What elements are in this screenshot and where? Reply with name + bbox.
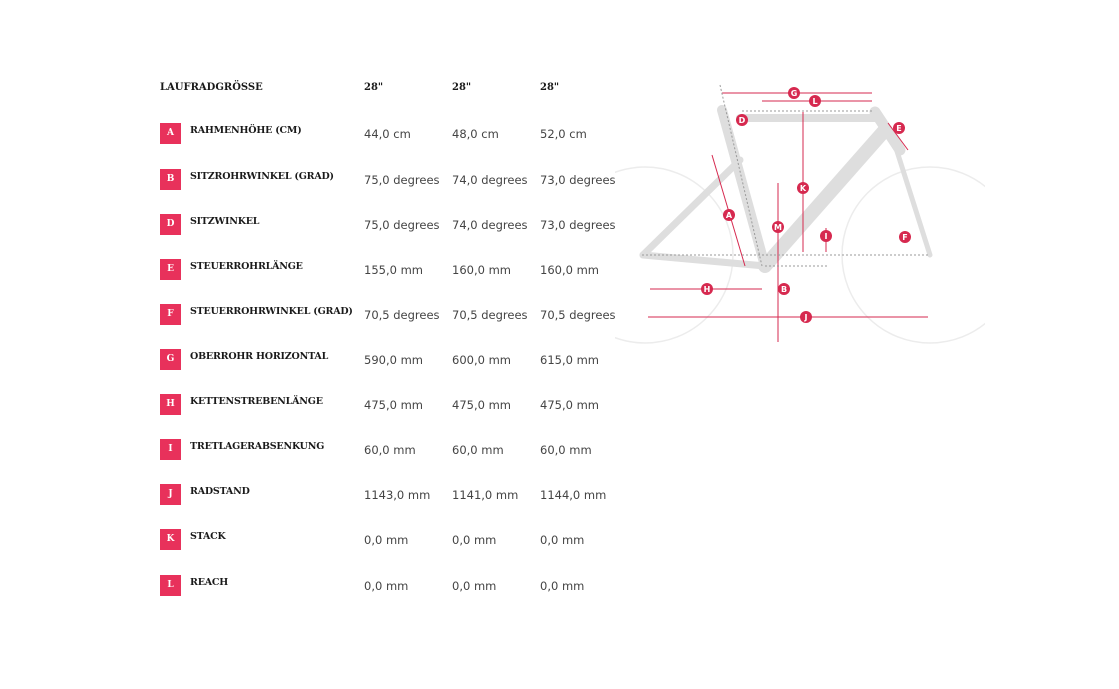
- row-value: 74,0 degrees: [452, 173, 528, 187]
- table-row: [0, 214, 640, 236]
- seat-stay: [643, 160, 740, 255]
- row-key-badge: E: [160, 259, 181, 280]
- row-label: OBERROHR HORIZONTAL: [190, 351, 329, 362]
- svg-text:K: K: [799, 184, 807, 193]
- pin-j: [800, 311, 812, 323]
- row-value: 74,0 degrees: [452, 218, 528, 232]
- row-value: 0,0 mm: [540, 579, 585, 593]
- row-label: REACH: [190, 577, 229, 588]
- table-row: [0, 169, 640, 191]
- row-value: 160,0 mm: [540, 263, 599, 277]
- row-label: TRETLAGERABSENKUNG: [190, 441, 325, 452]
- row-value: 600,0 mm: [452, 353, 511, 367]
- down-tube: [765, 130, 885, 266]
- row-value: 73,0 degrees: [540, 218, 616, 232]
- svg-text:F: F: [902, 233, 908, 242]
- svg-text:I: I: [824, 232, 828, 241]
- table-row: [0, 394, 640, 416]
- pin-l: [809, 95, 821, 107]
- table-row: [0, 259, 640, 281]
- row-value: 60,0 mm: [452, 443, 504, 457]
- bike-geometry-diagram: [615, 75, 985, 360]
- row-key-badge: D: [160, 214, 181, 235]
- row-value: 0,0 mm: [540, 533, 585, 547]
- row-value: 475,0 mm: [540, 398, 599, 412]
- row-key-badge: J: [160, 484, 181, 505]
- pin-e: [893, 122, 905, 134]
- row-value: 75,0 degrees: [364, 173, 440, 187]
- row-key-badge: H: [160, 394, 181, 415]
- row-value: 0,0 mm: [452, 579, 497, 593]
- row-key-badge: I: [160, 439, 181, 460]
- pin-h: [701, 283, 713, 295]
- row-value: 44,0 cm: [364, 127, 411, 141]
- svg-text:E: E: [896, 124, 902, 133]
- row-value: 70,5 degrees: [540, 308, 616, 322]
- row-value: 0,0 mm: [452, 533, 497, 547]
- row-value: 52,0 cm: [540, 127, 587, 141]
- pin-a: [723, 209, 735, 221]
- table-row: [0, 304, 640, 326]
- table-row: [0, 123, 640, 145]
- table-row: [0, 439, 640, 461]
- row-value: 1141,0 mm: [452, 488, 519, 502]
- table-row: [0, 575, 640, 597]
- row-key-badge: F: [160, 304, 181, 325]
- row-value: 75,0 degrees: [364, 218, 440, 232]
- row-key-badge: A: [160, 123, 181, 144]
- row-value: 70,5 degrees: [452, 308, 528, 322]
- row-key-badge: K: [160, 529, 181, 550]
- table-header: [0, 82, 640, 100]
- row-key-badge: L: [160, 575, 181, 596]
- row-value: 155,0 mm: [364, 263, 423, 277]
- pin-g: [788, 87, 800, 99]
- row-value: 475,0 mm: [452, 398, 511, 412]
- row-value: 60,0 mm: [364, 443, 416, 457]
- size-header-3: 28": [540, 82, 560, 93]
- svg-text:B: B: [780, 285, 788, 294]
- pin-i: [820, 230, 832, 242]
- pin-d: [736, 114, 748, 126]
- svg-text:L: L: [812, 97, 818, 106]
- svg-text:A: A: [725, 211, 733, 220]
- pin-m: [772, 221, 784, 233]
- row-label: STACK: [190, 531, 226, 542]
- pin-b: [778, 283, 790, 295]
- row-label: SITZROHRWINKEL (GRAD): [190, 171, 334, 182]
- table-row: [0, 529, 640, 551]
- svg-text:M: M: [774, 223, 782, 232]
- table-row: [0, 349, 640, 371]
- row-label: RAHMENHÖHE (CM): [190, 125, 302, 136]
- pin-f: [899, 231, 911, 243]
- row-value: 475,0 mm: [364, 398, 423, 412]
- table-row: [0, 484, 640, 506]
- pin-k: [797, 182, 809, 194]
- svg-text:H: H: [703, 285, 711, 294]
- size-header-2: 28": [452, 82, 472, 93]
- row-value: 70,5 degrees: [364, 308, 440, 322]
- row-label: KETTENSTREBENLÄNGE: [190, 396, 323, 407]
- svg-text:J: J: [804, 313, 808, 322]
- row-value: 1143,0 mm: [364, 488, 431, 502]
- row-label: RADSTAND: [190, 486, 250, 497]
- row-value: 48,0 cm: [452, 127, 499, 141]
- size-header-1: 28": [364, 82, 384, 93]
- svg-text:G: G: [790, 89, 798, 98]
- row-label: STEUERROHRWINKEL (GRAD): [190, 306, 353, 317]
- chain-stay: [643, 255, 765, 266]
- row-value: 0,0 mm: [364, 533, 409, 547]
- row-value: 615,0 mm: [540, 353, 599, 367]
- wheel-size-header: LAUFRADGRÖSSE: [160, 82, 263, 93]
- row-value: 0,0 mm: [364, 579, 409, 593]
- svg-text:D: D: [738, 116, 746, 125]
- row-label: SITZWINKEL: [190, 216, 260, 227]
- row-value: 73,0 degrees: [540, 173, 616, 187]
- row-value: 590,0 mm: [364, 353, 423, 367]
- row-key-badge: B: [160, 169, 181, 190]
- row-key-badge: G: [160, 349, 181, 370]
- row-label: STEUERROHRLÄNGE: [190, 261, 303, 272]
- row-value: 160,0 mm: [452, 263, 511, 277]
- row-value: 60,0 mm: [540, 443, 592, 457]
- frame: [643, 110, 930, 266]
- row-value: 1144,0 mm: [540, 488, 607, 502]
